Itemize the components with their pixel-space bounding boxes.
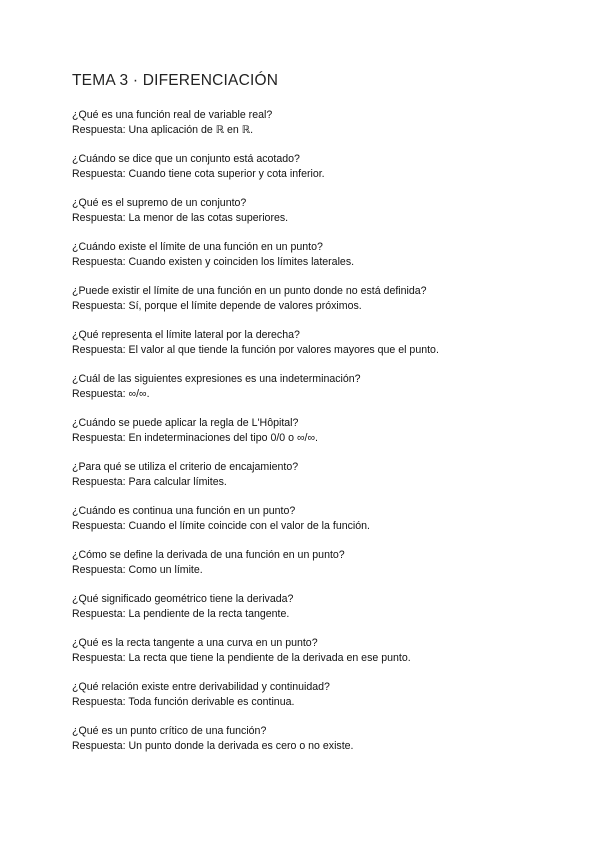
question-text: ¿Qué es una función real de variable real? [72, 109, 273, 121]
qa-item [72, 548, 542, 592]
question-text: ¿Puede existir el límite de una función en un punto donde no está definida? [72, 285, 427, 297]
document-title: TEMA 3 · DIFERENCIACIÓN [72, 72, 279, 89]
question-text: ¿Qué es la recta tangente a una curva en un punto? [72, 637, 318, 649]
qa-item [72, 680, 542, 724]
answer-text: Respuesta: Cuando existen y coinciden los límites laterales. [72, 255, 355, 268]
answer-text: Respuesta: Cuando el límite coincide con el valor de la función. [72, 519, 370, 532]
qa-item [72, 636, 542, 680]
question-text: ¿Para qué se utiliza el criterio de encajamiento? [72, 461, 299, 473]
question-text: ¿Cómo se define la derivada de una función en un punto? [72, 549, 345, 561]
question-text: ¿Cuándo se puede aplicar la regla de L'Hôpital? [72, 417, 299, 429]
question-text: ¿Qué es el supremo de un conjunto? [72, 197, 247, 209]
answer-text: Respuesta: La menor de las cotas superiores. [72, 211, 289, 224]
question-text: ¿Qué representa el límite lateral por la derecha? [72, 329, 300, 341]
qa-item [72, 108, 542, 152]
qa-item [72, 460, 542, 504]
answer-text: Respuesta: Una aplicación de ℝ en ℝ. [72, 123, 254, 136]
qa-item [72, 284, 542, 328]
qa-item [72, 240, 542, 284]
qa-item [72, 328, 542, 372]
answer-text: Respuesta: La recta que tiene la pendiente de la derivada en ese punto. [72, 651, 411, 664]
qa-item [72, 372, 542, 416]
answer-text: Respuesta: La pendiente de la recta tangente. [72, 607, 290, 620]
answer-text: Respuesta: Cuando tiene cota superior y cota inferior. [72, 167, 325, 180]
answer-text: Respuesta: ∞/∞. [72, 387, 150, 400]
question-text: ¿Cuándo se dice que un conjunto está acotado? [72, 153, 300, 165]
qa-item [72, 724, 542, 768]
qa-item [72, 152, 542, 196]
answer-text: Respuesta: Toda función derivable es continua. [72, 695, 295, 708]
qa-item [72, 504, 542, 548]
question-text: ¿Qué significado geométrico tiene la derivada? [72, 593, 294, 605]
qa-item [72, 196, 542, 240]
answer-text: Respuesta: Un punto donde la derivada es cero o no existe. [72, 739, 354, 752]
question-text: ¿Qué es un punto crítico de una función? [72, 725, 267, 737]
answer-text: Respuesta: El valor al que tiende la función por valores mayores que el punto. [72, 343, 439, 356]
qa-item [72, 416, 542, 460]
question-text: ¿Cuándo es continua una función en un punto? [72, 505, 296, 517]
answer-text: Respuesta: Sí, porque el límite depende de valores próximos. [72, 299, 362, 312]
qa-list [72, 108, 542, 768]
answer-text: Respuesta: Para calcular límites. [72, 475, 227, 488]
qa-item [72, 592, 542, 636]
answer-text: Respuesta: En indeterminaciones del tipo 0/0 o ∞/∞. [72, 431, 318, 444]
question-text: ¿Cuál de las siguientes expresiones es una indeterminación? [72, 373, 361, 385]
answer-text: Respuesta: Como un límite. [72, 563, 203, 576]
question-text: ¿Qué relación existe entre derivabilidad y continuidad? [72, 681, 330, 693]
question-text: ¿Cuándo existe el límite de una función en un punto? [72, 241, 323, 253]
